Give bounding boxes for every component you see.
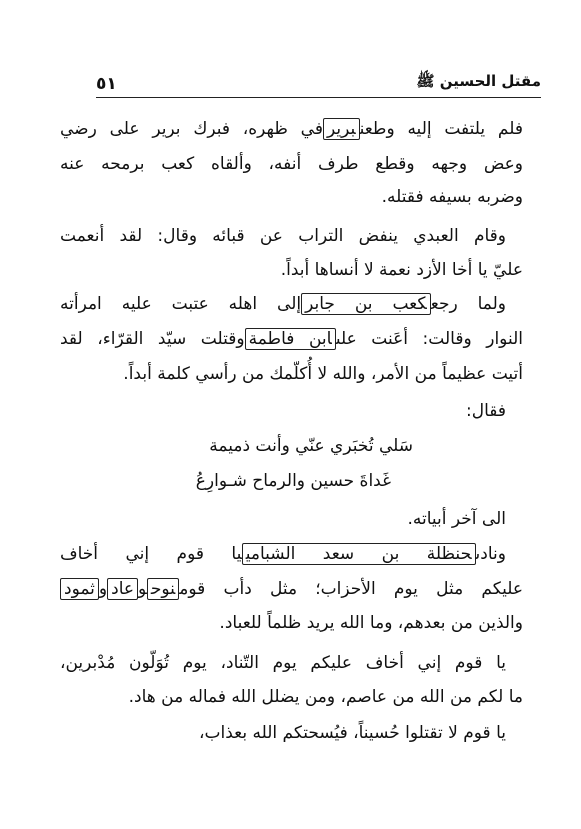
book-title: مقتل الحسين ﷺ <box>416 72 541 90</box>
verse-line: سَلي تُخبَري عنّي وأنت ذميمة <box>209 436 413 456</box>
highlighted-name: ابن فاطمة <box>245 328 336 350</box>
text-line: ما لكم من الله من عاصم، ومن يضلل الله فماله من هاد. <box>128 687 523 707</box>
text-line: عليّ يا أخا الأزد نعمة لا أنساها أبداً. <box>280 260 523 280</box>
highlighted-name: حنظلة بن سعد الشبامي <box>242 543 476 565</box>
text-segment: يا قوم إني أخاف <box>60 544 242 564</box>
text-segment: و <box>138 579 147 599</box>
text-segment: عليكم مثل يوم الأحزاب؛ مثل دأب قوم <box>179 579 523 599</box>
text-line: يا قوم لا تقتلوا حُسيناً، فيُسحتكم الله بعذاب، <box>198 723 506 743</box>
text-segment: إلى اهله عتبت عليه امرأته <box>60 294 302 314</box>
text-line <box>60 578 523 600</box>
text-segment: و <box>98 579 108 599</box>
text-line: وقام العبدي ينفض التراب عن قبائه وقال: لقد أنعمت <box>60 226 506 246</box>
highlighted-name: برير <box>323 118 360 140</box>
text-segment: النوار وقالت: أعَنت على <box>335 329 523 349</box>
verse-intro: فقال: <box>466 401 506 421</box>
text-line <box>60 543 506 565</box>
text-segment: في ظهره، فبرك برير على رضي <box>60 119 323 139</box>
text-segment: فلم يلتفت إليه وطعن <box>359 119 523 139</box>
text-segment: ولما رجع <box>430 294 506 314</box>
text-segment: وقتلت سيّد القرّاء، لقد <box>60 329 245 349</box>
text-line <box>60 328 523 350</box>
text-line: وضربه بسيفه فقتله. <box>381 187 523 207</box>
highlighted-name: نوح <box>147 578 179 600</box>
text-line: والذين من بعدهم، وما الله يريد ظلماً للعباد. <box>219 613 523 633</box>
text-line: الى آخر أبياته. <box>407 509 506 529</box>
text-line: وعض وجهه وقطع طرف أنفه، وألقاه كعب برمحه عنه <box>60 154 523 174</box>
text-line <box>60 293 506 315</box>
text-line: أتيت عظيماً من الأمر، والله لا أُكلّمك من رأسي كلمة أبداً. <box>123 364 523 384</box>
highlighted-name: ثمود <box>60 578 99 600</box>
verse-line: غَداةَ حسين والرماح شـوارِعُ <box>195 471 391 491</box>
text-line: يا قوم إني أخاف عليكم يوم التّناد، يوم تُوَلّون مُدْبرين، <box>60 653 506 673</box>
highlighted-name: كعب بن جابر <box>301 293 431 315</box>
text-segment: ونادى <box>475 544 506 564</box>
page-number: ٥١ <box>96 74 117 94</box>
highlighted-name: عاد <box>107 578 138 600</box>
text-line <box>60 118 523 140</box>
